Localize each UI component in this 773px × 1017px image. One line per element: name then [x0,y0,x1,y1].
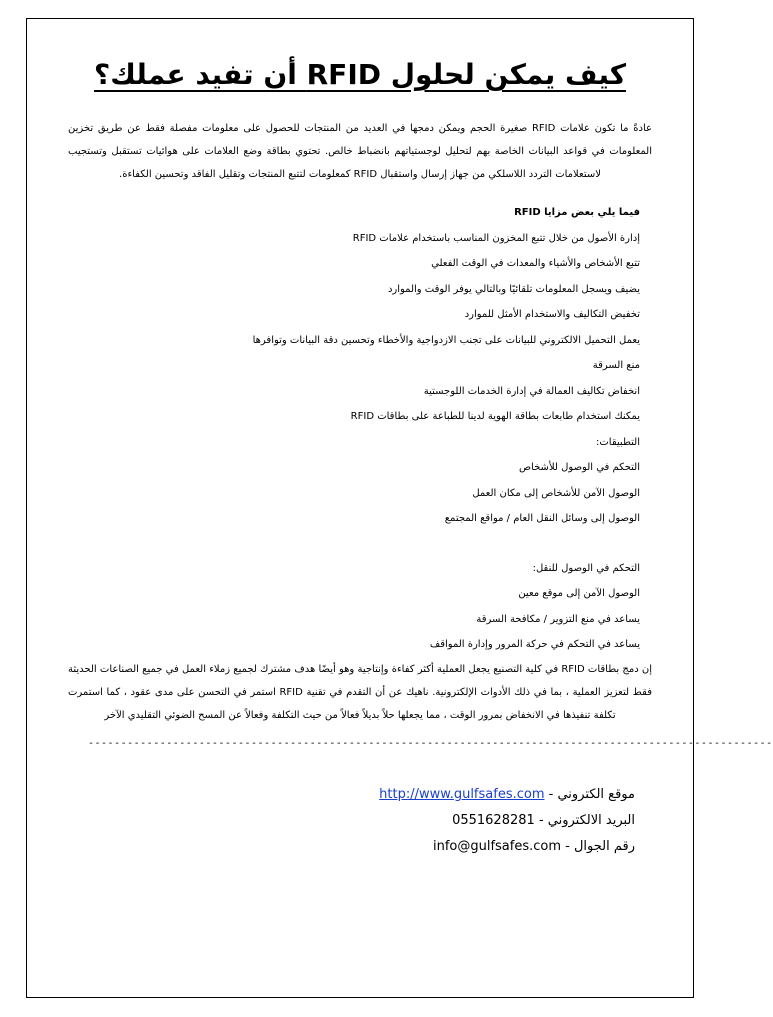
application-item: التحكم في الوصول للأشخاص [518,462,640,473]
transport-heading: التحكم في الوصول للنقل: [532,562,640,574]
separator-line: --------------------------------------------------------------------------------------------------------- [88,738,773,749]
section-spacer [80,532,640,556]
application-item: الوصول الآمن للأشخاص إلى مكان العمل [472,487,640,499]
intro-paragraph: عادةً ما تكون علامات RFID صغيرة الحجم ويمكن دمجها في العديد من المنتجات للحصول على معلومات مفصلة فقط عن طريق تخزين المعلومات في قواعد البيانات الخاصة بهم لتحليل لوجستياتهم بانضباط خالص. تحتوي بطاقة وضع العلامات على هوائيات تستقبل وتستجيب لاستعلامات التردد اللاسلكي من جهاز إرسال واستقبال RFID كمعلومات لتتبع المنتجات وتقليل الفاقد وتحسين الكفاءة. [68,123,652,180]
benefit-item: انخفاض تكاليف العمالة في إدارة الخدمات اللوجستية [423,385,640,397]
transport-item: الوصول الآمن إلى موقع معين [518,588,640,599]
website-row [80,782,635,808]
contact-block [80,782,635,860]
website-link[interactable]: http://www.gulfsafes.com [379,787,545,802]
benefit-item: تتبع الأشخاص والأشياء والمعدات في الوقت الفعلي [431,258,640,269]
phone-label: رقم الجوال - [565,839,635,854]
website-label: موقع الكتروني - [548,787,635,802]
benefits-heading: فيما يلي بعض مزايا RFID [514,207,640,218]
benefit-item: يضيف ويسجل المعلومات تلقائيًا وبالتالي يوفر الوقت والموارد [387,283,640,295]
applications-heading: التطبيقات: [596,436,640,448]
page-title: كيف يمكن لحلول RFID أن تفيد عملك؟ [93,58,627,91]
benefit-item: تخفيض التكاليف والاستخدام الأمثل للموارد [464,309,640,320]
phone-value: info@gulfsafes.com [432,839,562,854]
email-label: البريد الالكتروني - [538,813,635,828]
closing-paragraph: إن دمج بطاقات RFID في كلية التصنيع يجعل العملية أكثر كفاءة وإنتاجية وهو أيضًا هدف مشترك لجميع زملاء العمل في جميع الصناعات الحديثة فقط لتعزيز العملية ، بما في ذلك الأدوات الإلكترونية. ناهيك عن أن التقدم في تقنية RFID استمر في التحسن على مدى عقود ، كما استمرت تكلفة تنفيذها في الانخفاض بمرور الوقت ، مما يجعلها حلاً بديلاً فعالاً من حيث التكلفة وفعالاً عن المسح الضوئي التقليدي الآخر [68,663,653,721]
benefit-item: يمكنك استخدام طابعات بطاقة الهوية لدينا للطباعة على بطاقات RFID [350,411,640,422]
benefit-item: منع السرقة [592,360,640,371]
transport-item: يساعد في منع التزوير / مكافحة السرقة [476,613,640,625]
email-value: 0551628281 [452,813,535,828]
benefit-item: يعمل التحميل الالكتروني للبيانات على تجنب الازدواجية والأخطاء وتحسين دقة البيانات وتوافرها [252,334,640,346]
phone-row [80,834,635,860]
benefit-item: إدارة الأصول من خلال تتبع المخزون المناسب باستخدام علامات RFID [352,232,640,244]
transport-item: يساعد في التحكم في حركة المرور وإدارة المواقف [429,639,640,650]
document-body [68,55,653,727]
email-row [80,808,635,834]
application-item: الوصول إلى وسائل النقل العام / مواقع المجتمع [444,513,640,524]
